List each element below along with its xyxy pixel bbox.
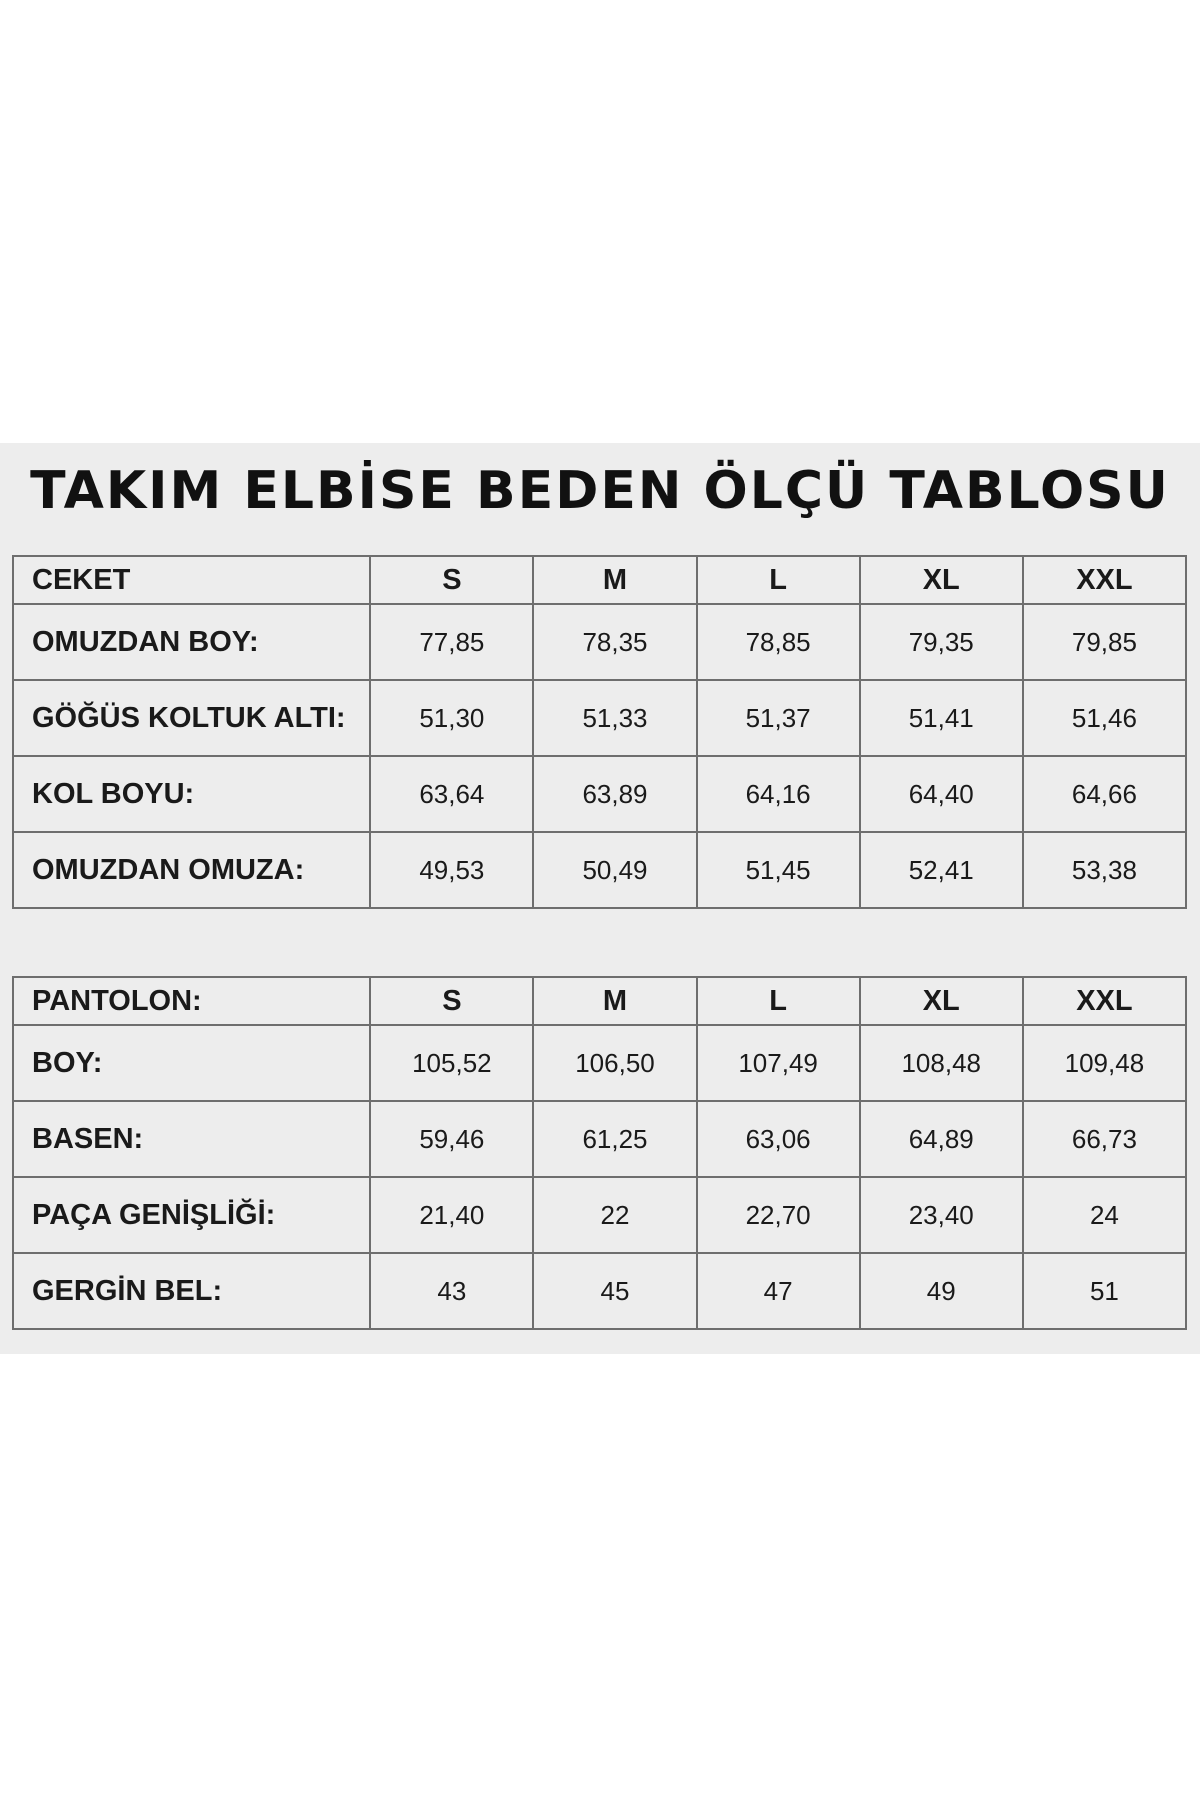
ceket-size-table <box>12 555 1187 909</box>
cell-value: 105,52 <box>370 1025 533 1101</box>
size-header-m: M <box>533 977 696 1025</box>
cell-value: 78,85 <box>697 604 860 680</box>
cell-value: 64,66 <box>1023 756 1186 832</box>
row-label: OMUZDAN OMUZA: <box>13 832 370 908</box>
table-row <box>13 1177 1186 1253</box>
cell-value: 63,06 <box>697 1101 860 1177</box>
table-row <box>13 832 1186 908</box>
cell-value: 51,45 <box>697 832 860 908</box>
cell-value: 49 <box>860 1253 1023 1329</box>
cell-value: 79,35 <box>860 604 1023 680</box>
cell-value: 78,35 <box>533 604 696 680</box>
size-header-l: L <box>697 556 860 604</box>
cell-value: 22,70 <box>697 1177 860 1253</box>
cell-value: 61,25 <box>533 1101 696 1177</box>
size-header-xl: XL <box>860 977 1023 1025</box>
ceket-section-label: CEKET <box>13 556 370 604</box>
cell-value: 64,40 <box>860 756 1023 832</box>
cell-value: 63,89 <box>533 756 696 832</box>
cell-value: 49,53 <box>370 832 533 908</box>
cell-value: 51 <box>1023 1253 1186 1329</box>
row-label: GÖĞÜS KOLTUK ALTI: <box>13 680 370 756</box>
cell-value: 51,30 <box>370 680 533 756</box>
table-row <box>13 680 1186 756</box>
cell-value: 47 <box>697 1253 860 1329</box>
row-label: OMUZDAN BOY: <box>13 604 370 680</box>
size-header-s: S <box>370 556 533 604</box>
cell-value: 43 <box>370 1253 533 1329</box>
row-label: BASEN: <box>13 1101 370 1177</box>
row-label: GERGİN BEL: <box>13 1253 370 1329</box>
size-header-m: M <box>533 556 696 604</box>
cell-value: 59,46 <box>370 1101 533 1177</box>
table-row <box>13 756 1186 832</box>
pantolon-header-row <box>13 977 1186 1025</box>
cell-value: 109,48 <box>1023 1025 1186 1101</box>
cell-value: 45 <box>533 1253 696 1329</box>
cell-value: 107,49 <box>697 1025 860 1101</box>
cell-value: 50,49 <box>533 832 696 908</box>
cell-value: 51,46 <box>1023 680 1186 756</box>
cell-value: 108,48 <box>860 1025 1023 1101</box>
cell-value: 24 <box>1023 1177 1186 1253</box>
cell-value: 106,50 <box>533 1025 696 1101</box>
table-row <box>13 1253 1186 1329</box>
cell-value: 52,41 <box>860 832 1023 908</box>
cell-value: 51,37 <box>697 680 860 756</box>
cell-value: 79,85 <box>1023 604 1186 680</box>
table-row <box>13 1101 1186 1177</box>
size-header-xxl: XXL <box>1023 556 1186 604</box>
cell-value: 21,40 <box>370 1177 533 1253</box>
cell-value: 64,16 <box>697 756 860 832</box>
pantolon-section-label: PANTOLON: <box>13 977 370 1025</box>
ceket-header-row <box>13 556 1186 604</box>
table-row <box>13 604 1186 680</box>
cell-value: 66,73 <box>1023 1101 1186 1177</box>
cell-value: 51,41 <box>860 680 1023 756</box>
cell-value: 63,64 <box>370 756 533 832</box>
pantolon-size-table <box>12 976 1187 1330</box>
size-header-s: S <box>370 977 533 1025</box>
cell-value: 64,89 <box>860 1101 1023 1177</box>
cell-value: 23,40 <box>860 1177 1023 1253</box>
cell-value: 53,38 <box>1023 832 1186 908</box>
table-row <box>13 1025 1186 1101</box>
size-header-l: L <box>697 977 860 1025</box>
cell-value: 51,33 <box>533 680 696 756</box>
row-label: KOL BOYU: <box>13 756 370 832</box>
cell-value: 77,85 <box>370 604 533 680</box>
row-label: PAÇA GENİŞLİĞİ: <box>13 1177 370 1253</box>
page-title: TAKIM ELBİSE BEDEN ÖLÇÜ TABLOSU <box>30 461 1170 521</box>
size-header-xxl: XXL <box>1023 977 1186 1025</box>
cell-value: 22 <box>533 1177 696 1253</box>
row-label: BOY: <box>13 1025 370 1101</box>
size-header-xl: XL <box>860 556 1023 604</box>
